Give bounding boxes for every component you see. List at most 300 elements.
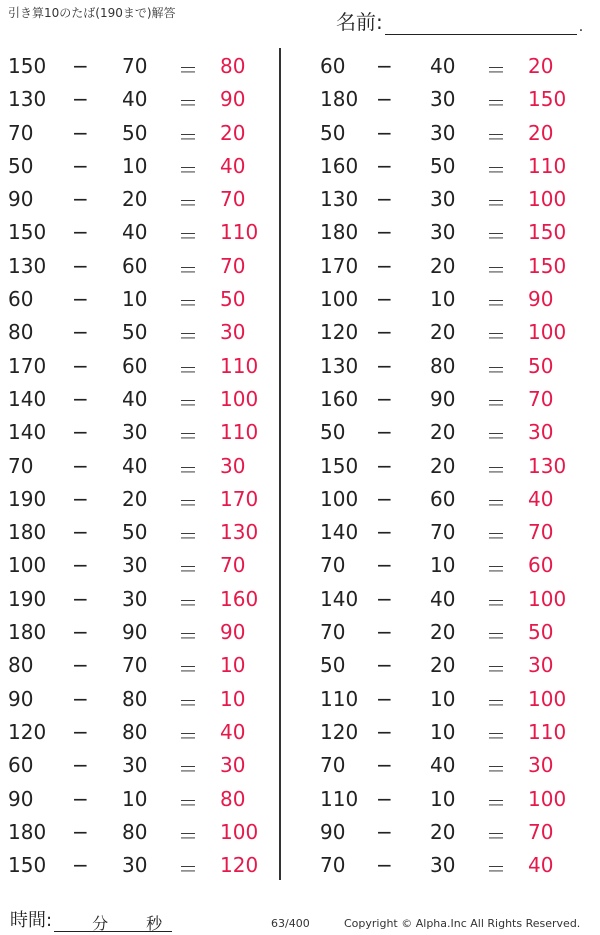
minuend: 90 xyxy=(320,819,346,844)
minuend: 160 xyxy=(320,153,359,178)
minus-sign: − xyxy=(376,553,393,578)
subtrahend: 20 xyxy=(430,620,456,645)
answer: 80 xyxy=(220,786,246,811)
subtrahend: 30 xyxy=(122,420,148,445)
subtrahend: 30 xyxy=(430,187,456,212)
equals-sign: ＝ xyxy=(178,690,198,715)
answer: 100 xyxy=(220,386,259,411)
equals-sign: ＝ xyxy=(178,390,198,415)
minuend: 70 xyxy=(320,553,346,578)
minus-sign: − xyxy=(72,87,89,112)
answer: 30 xyxy=(220,320,246,345)
answer: 30 xyxy=(528,653,554,678)
equals-sign: ＝ xyxy=(486,324,506,349)
answer: 110 xyxy=(528,153,567,178)
equals-sign: ＝ xyxy=(178,324,198,349)
answer: 50 xyxy=(220,287,246,312)
minuend: 180 xyxy=(8,520,47,545)
subtrahend: 90 xyxy=(122,620,148,645)
minus-sign: − xyxy=(72,653,89,678)
minus-sign: − xyxy=(376,620,393,645)
answer: 30 xyxy=(220,453,246,478)
equals-sign: ＝ xyxy=(486,857,506,882)
minus-sign: − xyxy=(72,320,89,345)
minuend: 140 xyxy=(8,420,47,445)
answer: 170 xyxy=(220,486,259,511)
subtrahend: 30 xyxy=(122,753,148,778)
minus-sign: − xyxy=(72,719,89,744)
problem-row xyxy=(0,248,270,281)
equals-sign: ＝ xyxy=(178,91,198,116)
problem-row xyxy=(310,281,580,314)
minus-sign: − xyxy=(376,287,393,312)
minuend: 50 xyxy=(320,420,346,445)
minus-sign: − xyxy=(376,686,393,711)
subtrahend: 10 xyxy=(122,287,148,312)
minuend: 150 xyxy=(8,853,47,878)
problem-row xyxy=(310,48,580,81)
equals-sign: ＝ xyxy=(178,457,198,482)
problem-row xyxy=(310,647,580,680)
subtrahend: 30 xyxy=(430,220,456,245)
subtrahend: 30 xyxy=(430,120,456,145)
subtrahend: 20 xyxy=(430,420,456,445)
subtrahend: 80 xyxy=(122,719,148,744)
minuend: 180 xyxy=(8,620,47,645)
subtrahend: 60 xyxy=(122,353,148,378)
time-blank-line xyxy=(54,911,172,932)
minuend: 50 xyxy=(8,153,34,178)
minuend: 90 xyxy=(8,686,34,711)
answer: 100 xyxy=(528,320,567,345)
subtrahend: 70 xyxy=(122,653,148,678)
problem-column-right xyxy=(310,48,580,880)
answer: 10 xyxy=(220,653,246,678)
name-line-end: . xyxy=(578,19,584,35)
problem-row xyxy=(0,81,270,114)
answer: 110 xyxy=(528,719,567,744)
subtrahend: 40 xyxy=(430,54,456,78)
minus-sign: − xyxy=(376,753,393,778)
answer: 70 xyxy=(528,386,554,411)
minuend: 110 xyxy=(320,686,359,711)
problem-row xyxy=(310,747,580,780)
minus-sign: − xyxy=(72,220,89,245)
minus-sign: − xyxy=(72,420,89,445)
problem-row xyxy=(0,647,270,680)
problem-row xyxy=(0,115,270,148)
answer: 50 xyxy=(528,353,554,378)
minus-sign: − xyxy=(376,386,393,411)
minuend: 140 xyxy=(8,386,47,411)
answer: 50 xyxy=(528,620,554,645)
problem-row xyxy=(310,381,580,414)
subtrahend: 30 xyxy=(430,87,456,112)
worksheet-title: 引き算10のたば(190まで)解答 xyxy=(8,6,176,20)
answer: 20 xyxy=(528,54,554,78)
equals-sign: ＝ xyxy=(486,257,506,282)
equals-sign: ＝ xyxy=(486,357,506,382)
minus-sign: − xyxy=(376,486,393,511)
equals-sign: ＝ xyxy=(486,58,506,82)
minus-sign: − xyxy=(376,253,393,278)
minus-sign: − xyxy=(72,353,89,378)
minuend: 150 xyxy=(8,54,47,78)
subtrahend: 70 xyxy=(122,54,148,78)
minus-sign: − xyxy=(72,120,89,145)
minus-sign: − xyxy=(376,87,393,112)
subtrahend: 40 xyxy=(122,386,148,411)
minus-sign: − xyxy=(72,620,89,645)
equals-sign: ＝ xyxy=(486,524,506,549)
minuend: 120 xyxy=(320,320,359,345)
problem-row xyxy=(0,747,270,780)
answer: 20 xyxy=(220,120,246,145)
subtrahend: 20 xyxy=(430,819,456,844)
subtrahend: 40 xyxy=(430,586,456,611)
subtrahend: 20 xyxy=(430,320,456,345)
minuend: 50 xyxy=(320,653,346,678)
problem-row xyxy=(310,81,580,114)
problem-row xyxy=(310,814,580,847)
answer: 30 xyxy=(528,420,554,445)
problem-row xyxy=(0,48,270,81)
minuend: 190 xyxy=(8,486,47,511)
equals-sign: ＝ xyxy=(178,424,198,449)
minuend: 130 xyxy=(320,353,359,378)
equals-sign: ＝ xyxy=(178,857,198,882)
problem-row xyxy=(0,514,270,547)
problem-row xyxy=(310,614,580,647)
minuend: 180 xyxy=(320,87,359,112)
answer: 20 xyxy=(528,120,554,145)
minuend: 80 xyxy=(8,653,34,678)
name-label: 名前: xyxy=(336,10,383,34)
equals-sign: ＝ xyxy=(486,757,506,782)
minus-sign: − xyxy=(376,220,393,245)
answer: 130 xyxy=(528,453,567,478)
answer: 160 xyxy=(220,586,259,611)
problem-row xyxy=(310,714,580,747)
subtrahend: 30 xyxy=(122,586,148,611)
equals-sign: ＝ xyxy=(178,524,198,549)
subtrahend: 10 xyxy=(122,786,148,811)
minuend: 100 xyxy=(320,486,359,511)
problem-row xyxy=(310,681,580,714)
minus-sign: − xyxy=(72,486,89,511)
answer: 40 xyxy=(528,853,554,878)
minus-sign: − xyxy=(376,187,393,212)
subtrahend: 40 xyxy=(430,753,456,778)
equals-sign: ＝ xyxy=(178,58,198,82)
equals-sign: ＝ xyxy=(178,590,198,615)
minus-sign: − xyxy=(72,819,89,844)
problem-row xyxy=(310,214,580,247)
equals-sign: ＝ xyxy=(486,291,506,316)
subtrahend: 30 xyxy=(122,853,148,878)
answer: 100 xyxy=(528,786,567,811)
equals-sign: ＝ xyxy=(178,657,198,682)
answer: 70 xyxy=(220,253,246,278)
answer: 40 xyxy=(528,486,554,511)
answer: 80 xyxy=(220,54,246,78)
answer: 10 xyxy=(220,686,246,711)
answer: 100 xyxy=(220,819,259,844)
time-label: 時間: xyxy=(10,910,53,931)
minuend: 60 xyxy=(320,54,346,78)
page-number: 63/400 xyxy=(271,917,310,930)
subtrahend: 10 xyxy=(430,686,456,711)
minuend: 60 xyxy=(8,287,34,312)
equals-sign: ＝ xyxy=(486,790,506,815)
answer: 150 xyxy=(528,220,567,245)
equals-sign: ＝ xyxy=(178,157,198,182)
problem-row xyxy=(310,115,580,148)
minus-sign: − xyxy=(376,819,393,844)
subtrahend: 60 xyxy=(122,253,148,278)
minus-sign: − xyxy=(376,520,393,545)
problem-row xyxy=(0,847,270,880)
minus-sign: − xyxy=(376,120,393,145)
minuend: 180 xyxy=(8,819,47,844)
problem-row xyxy=(0,348,270,381)
subtrahend: 10 xyxy=(430,719,456,744)
minus-sign: − xyxy=(72,287,89,312)
minuend: 150 xyxy=(320,453,359,478)
subtrahend: 10 xyxy=(430,786,456,811)
problem-row xyxy=(310,481,580,514)
subtrahend: 20 xyxy=(430,653,456,678)
subtrahend: 50 xyxy=(122,120,148,145)
minuend: 170 xyxy=(320,253,359,278)
minuend: 180 xyxy=(320,220,359,245)
minus-sign: − xyxy=(376,420,393,445)
minuend: 50 xyxy=(320,120,346,145)
name-blank-line xyxy=(385,14,577,35)
answer: 30 xyxy=(220,753,246,778)
problem-row xyxy=(0,581,270,614)
minuend: 80 xyxy=(8,320,34,345)
problem-row xyxy=(0,414,270,447)
problem-row xyxy=(0,448,270,481)
equals-sign: ＝ xyxy=(486,157,506,182)
problem-row xyxy=(0,314,270,347)
subtrahend: 50 xyxy=(430,153,456,178)
minuend: 170 xyxy=(8,353,47,378)
minus-sign: − xyxy=(376,320,393,345)
subtrahend: 10 xyxy=(430,553,456,578)
problem-row xyxy=(0,148,270,181)
equals-sign: ＝ xyxy=(486,390,506,415)
minuend: 70 xyxy=(320,753,346,778)
subtrahend: 20 xyxy=(430,253,456,278)
problem-row xyxy=(0,714,270,747)
minus-sign: − xyxy=(72,853,89,878)
subtrahend: 40 xyxy=(122,220,148,245)
subtrahend: 20 xyxy=(430,453,456,478)
equals-sign: ＝ xyxy=(178,191,198,216)
minus-sign: − xyxy=(376,653,393,678)
minus-sign: − xyxy=(72,520,89,545)
subtrahend: 80 xyxy=(122,819,148,844)
minuend: 100 xyxy=(8,553,47,578)
answer: 100 xyxy=(528,686,567,711)
problem-column-left xyxy=(0,48,270,880)
answer: 30 xyxy=(528,753,554,778)
answer: 40 xyxy=(220,153,246,178)
problem-row xyxy=(0,281,270,314)
equals-sign: ＝ xyxy=(178,124,198,149)
column-divider xyxy=(279,48,281,880)
subtrahend: 80 xyxy=(122,686,148,711)
minus-sign: − xyxy=(72,686,89,711)
answer: 90 xyxy=(220,620,246,645)
problem-row xyxy=(310,448,580,481)
equals-sign: ＝ xyxy=(178,624,198,649)
minus-sign: − xyxy=(72,253,89,278)
minuend: 90 xyxy=(8,786,34,811)
minus-sign: − xyxy=(376,719,393,744)
equals-sign: ＝ xyxy=(486,590,506,615)
subtrahend: 50 xyxy=(122,320,148,345)
equals-sign: ＝ xyxy=(178,257,198,282)
problem-row xyxy=(310,581,580,614)
equals-sign: ＝ xyxy=(178,490,198,515)
copyright-notice: Copyright © Alpha.Inc All Rights Reserved. xyxy=(344,917,581,930)
equals-sign: ＝ xyxy=(486,224,506,249)
subtrahend: 60 xyxy=(430,486,456,511)
minus-sign: − xyxy=(72,786,89,811)
equals-sign: ＝ xyxy=(486,124,506,149)
subtrahend: 80 xyxy=(430,353,456,378)
subtrahend: 90 xyxy=(430,386,456,411)
problem-row xyxy=(0,381,270,414)
problem-row xyxy=(0,781,270,814)
minus-sign: − xyxy=(376,54,393,78)
minus-sign: − xyxy=(72,753,89,778)
problem-row xyxy=(310,248,580,281)
minuend: 60 xyxy=(8,753,34,778)
problem-row xyxy=(310,847,580,880)
problem-row xyxy=(310,148,580,181)
equals-sign: ＝ xyxy=(178,557,198,582)
minus-sign: − xyxy=(376,453,393,478)
subtrahend: 30 xyxy=(122,553,148,578)
answer: 60 xyxy=(528,553,554,578)
subtrahend: 50 xyxy=(122,520,148,545)
minuend: 150 xyxy=(8,220,47,245)
minus-sign: − xyxy=(376,153,393,178)
minuend: 120 xyxy=(320,719,359,744)
answer: 110 xyxy=(220,353,259,378)
equals-sign: ＝ xyxy=(178,823,198,848)
minus-sign: − xyxy=(72,54,89,78)
minuend: 130 xyxy=(8,87,47,112)
answer: 130 xyxy=(220,520,259,545)
equals-sign: ＝ xyxy=(486,424,506,449)
minuend: 70 xyxy=(8,120,34,145)
problem-row xyxy=(310,414,580,447)
equals-sign: ＝ xyxy=(486,723,506,748)
subtrahend: 20 xyxy=(122,187,148,212)
answer: 70 xyxy=(528,819,554,844)
problem-row xyxy=(310,514,580,547)
equals-sign: ＝ xyxy=(178,357,198,382)
minus-sign: − xyxy=(72,586,89,611)
minus-sign: − xyxy=(72,187,89,212)
minus-sign: − xyxy=(72,553,89,578)
problem-row xyxy=(310,348,580,381)
seconds-label: 秒 xyxy=(146,914,163,933)
equals-sign: ＝ xyxy=(486,624,506,649)
equals-sign: ＝ xyxy=(486,823,506,848)
minuend: 100 xyxy=(320,287,359,312)
minus-sign: − xyxy=(376,786,393,811)
answer: 120 xyxy=(220,853,259,878)
minuend: 90 xyxy=(8,187,34,212)
answer: 70 xyxy=(220,187,246,212)
problem-row xyxy=(0,214,270,247)
time-field xyxy=(10,906,172,932)
equals-sign: ＝ xyxy=(486,191,506,216)
subtrahend: 70 xyxy=(430,520,456,545)
minuend: 140 xyxy=(320,520,359,545)
problem-row xyxy=(310,181,580,214)
subtrahend: 30 xyxy=(430,853,456,878)
answer: 100 xyxy=(528,586,567,611)
answer: 110 xyxy=(220,220,259,245)
minuend: 140 xyxy=(320,586,359,611)
equals-sign: ＝ xyxy=(486,457,506,482)
minus-sign: − xyxy=(72,386,89,411)
minuend: 70 xyxy=(320,620,346,645)
equals-sign: ＝ xyxy=(486,657,506,682)
minuend: 70 xyxy=(320,853,346,878)
answer: 40 xyxy=(220,719,246,744)
minuend: 190 xyxy=(8,586,47,611)
subtrahend: 10 xyxy=(122,153,148,178)
answer: 90 xyxy=(528,287,554,312)
name-field xyxy=(336,6,583,35)
equals-sign: ＝ xyxy=(486,557,506,582)
problem-row xyxy=(0,547,270,580)
minus-sign: − xyxy=(376,586,393,611)
answer: 90 xyxy=(220,87,246,112)
minus-sign: − xyxy=(72,453,89,478)
subtrahend: 10 xyxy=(430,287,456,312)
answer: 150 xyxy=(528,253,567,278)
minuend: 130 xyxy=(320,187,359,212)
problem-row xyxy=(0,681,270,714)
minutes-label: 分 xyxy=(92,914,109,933)
minus-sign: − xyxy=(376,353,393,378)
minuend: 70 xyxy=(8,453,34,478)
minuend: 130 xyxy=(8,253,47,278)
equals-sign: ＝ xyxy=(486,91,506,116)
equals-sign: ＝ xyxy=(178,757,198,782)
problem-row xyxy=(0,181,270,214)
equals-sign: ＝ xyxy=(486,690,506,715)
answer: 70 xyxy=(220,553,246,578)
minus-sign: − xyxy=(376,853,393,878)
equals-sign: ＝ xyxy=(178,291,198,316)
answer: 110 xyxy=(220,420,259,445)
subtrahend: 40 xyxy=(122,453,148,478)
equals-sign: ＝ xyxy=(178,224,198,249)
problem-row xyxy=(310,547,580,580)
minuend: 160 xyxy=(320,386,359,411)
problem-row xyxy=(310,781,580,814)
